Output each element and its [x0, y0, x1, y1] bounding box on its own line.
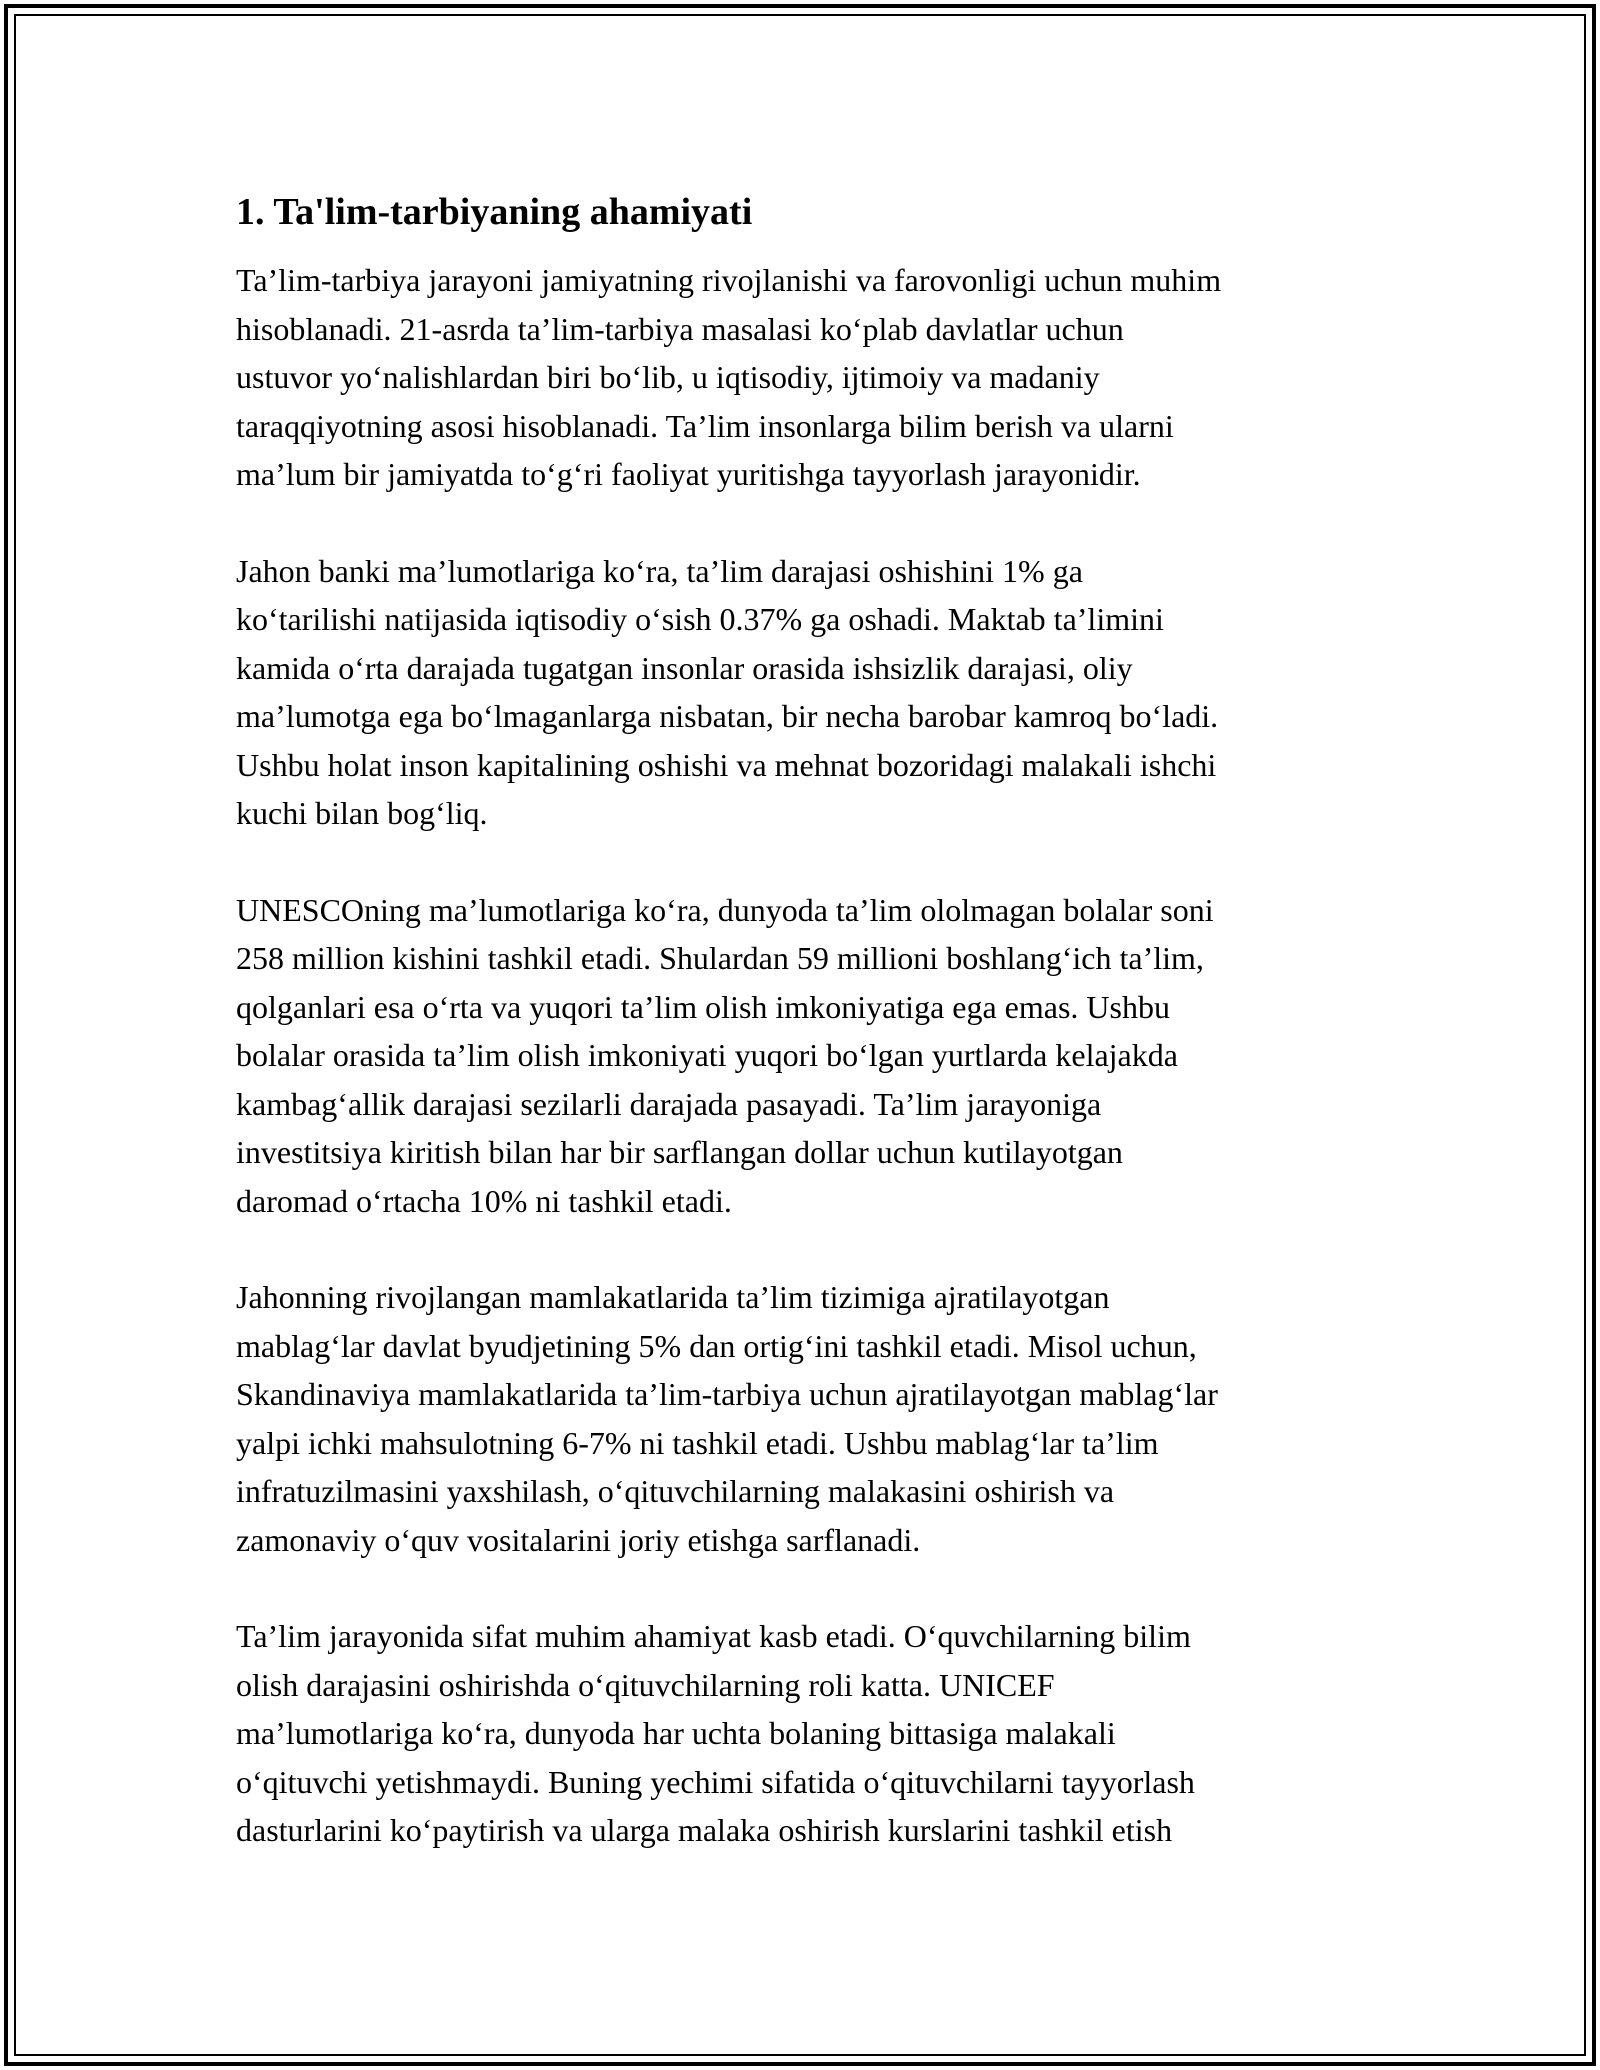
text-line: Jahon banki ma’lumotlariga ko‘ra, ta’lim darajasi oshishini 1% ga [236, 552, 1083, 589]
paragraph-1 [236, 256, 1376, 499]
text-line: hisoblanadi. 21-asrda ta’lim-tarbiya masalasi ko‘plab davlatlar uchun [236, 310, 1124, 347]
paragraph-4 [236, 1273, 1376, 1564]
text-line: Skandinaviya mamlakatlarida ta’lim-tarbiya uchun ajratilayotgan mablag‘lar [236, 1376, 1218, 1412]
text-line: dasturlarini ko‘paytirish va ularga malaka oshirish kurslarini tashkil etish [236, 1812, 1173, 1848]
text-line: olish darajasini oshirishda o‘qituvchilarning roli katta. UNICEF [236, 1666, 1055, 1703]
text-line: bolalar orasida ta’lim olish imkoniyati yuqori bo‘lgan yurtlarda kelajakda [236, 1037, 1178, 1073]
text-line: Jahonning rivojlangan mamlakatlarida ta’lim tizimiga ajratilayotgan [236, 1279, 1110, 1315]
text-line: kuchi bilan bog‘liq. [236, 795, 488, 831]
paragraph-3 [236, 886, 1376, 1226]
text-line: ma’lumotga ega bo‘lmaganlarga nisbatan, bir necha barobar kamroq bo‘ladi. [236, 698, 1219, 734]
text-line: 258 million kishini tashkil etadi. Shulardan 59 millioni boshlang‘ich ta’lim, [236, 940, 1204, 976]
text-line: kambag‘allik darajasi sezilarli darajada pasayadi. Ta’lim jarayoniga [236, 1085, 1102, 1122]
text-line: ustuvor yo‘nalishlardan biri bo‘lib, u iqtisodiy, ijtimoiy va madaniy [236, 359, 1100, 395]
text-line: kamida o‘rta darajada tugatgan insonlar orasida ishsizlik darajasi, oliy [236, 649, 1133, 686]
text-line: zamonaviy o‘quv vositalarini joriy etishga sarflanadi. [236, 1521, 921, 1558]
document-body [236, 186, 1376, 1903]
text-line: UNESCOning ma’lumotlariga ko‘ra, dunyoda ta’lim ololmagan bolalar soni [236, 891, 1214, 928]
text-line: qolganlari esa o‘rta va yuqori ta’lim olish imkoniyatiga ega emas. Ushbu [236, 988, 1170, 1025]
paragraph-2 [236, 547, 1376, 838]
text-line: yalpi ichki mahsulotning 6-7% ni tashkil etadi. Ushbu mablag‘lar ta’lim [236, 1424, 1159, 1461]
paragraph-5 [236, 1612, 1376, 1855]
text-line: Ta’lim jarayonida sifat muhim ahamiyat kasb etadi. O‘quvchilarning bilim [236, 1618, 1191, 1654]
text-line: daromad o‘rtacha 10% ni tashkil etadi. [236, 1182, 732, 1219]
text-line: mablag‘lar davlat byudjetining 5% dan ortig‘ini tashkil etadi. Misol uchun, [236, 1327, 1197, 1364]
text-line: Ushbu holat inson kapitalining oshishi va mehnat bozoridagi malakali ishchi [236, 746, 1217, 783]
text-line: taraqqiyotning asosi hisoblanadi. Ta’lim insonlarga bilim berish va ularni [236, 407, 1174, 444]
text-line: Ta’lim-tarbiya jarayoni jamiyatning rivojlanishi va farovonligi uchun muhim [236, 262, 1222, 298]
section-heading: 1. Ta'lim-tarbiyaning ahamiyati [236, 191, 753, 233]
text-line: ma’lum bir jamiyatda to‘g‘ri faoliyat yuritishga tayyorlash jarayonidir. [236, 456, 1141, 492]
text-line: ma’lumotlariga ko‘ra, dunyoda har uchta bolaning bittasiga malakali [236, 1715, 1116, 1751]
text-line: o‘qituvchi yetishmaydi. Buning yechimi sifatida o‘qituvchilarni tayyorlash [236, 1763, 1195, 1800]
text-line: infratuzilmasini yaxshilash, o‘qituvchilarning malakasini oshirish va [236, 1473, 1115, 1509]
text-line: investitsiya kiritish bilan har bir sarflangan dollar uchun kutilayotgan [236, 1134, 1123, 1170]
text-line: ko‘tarilishi natijasida iqtisodiy o‘sish 0.37% ga oshadi. Maktab ta’limini [236, 601, 1164, 637]
